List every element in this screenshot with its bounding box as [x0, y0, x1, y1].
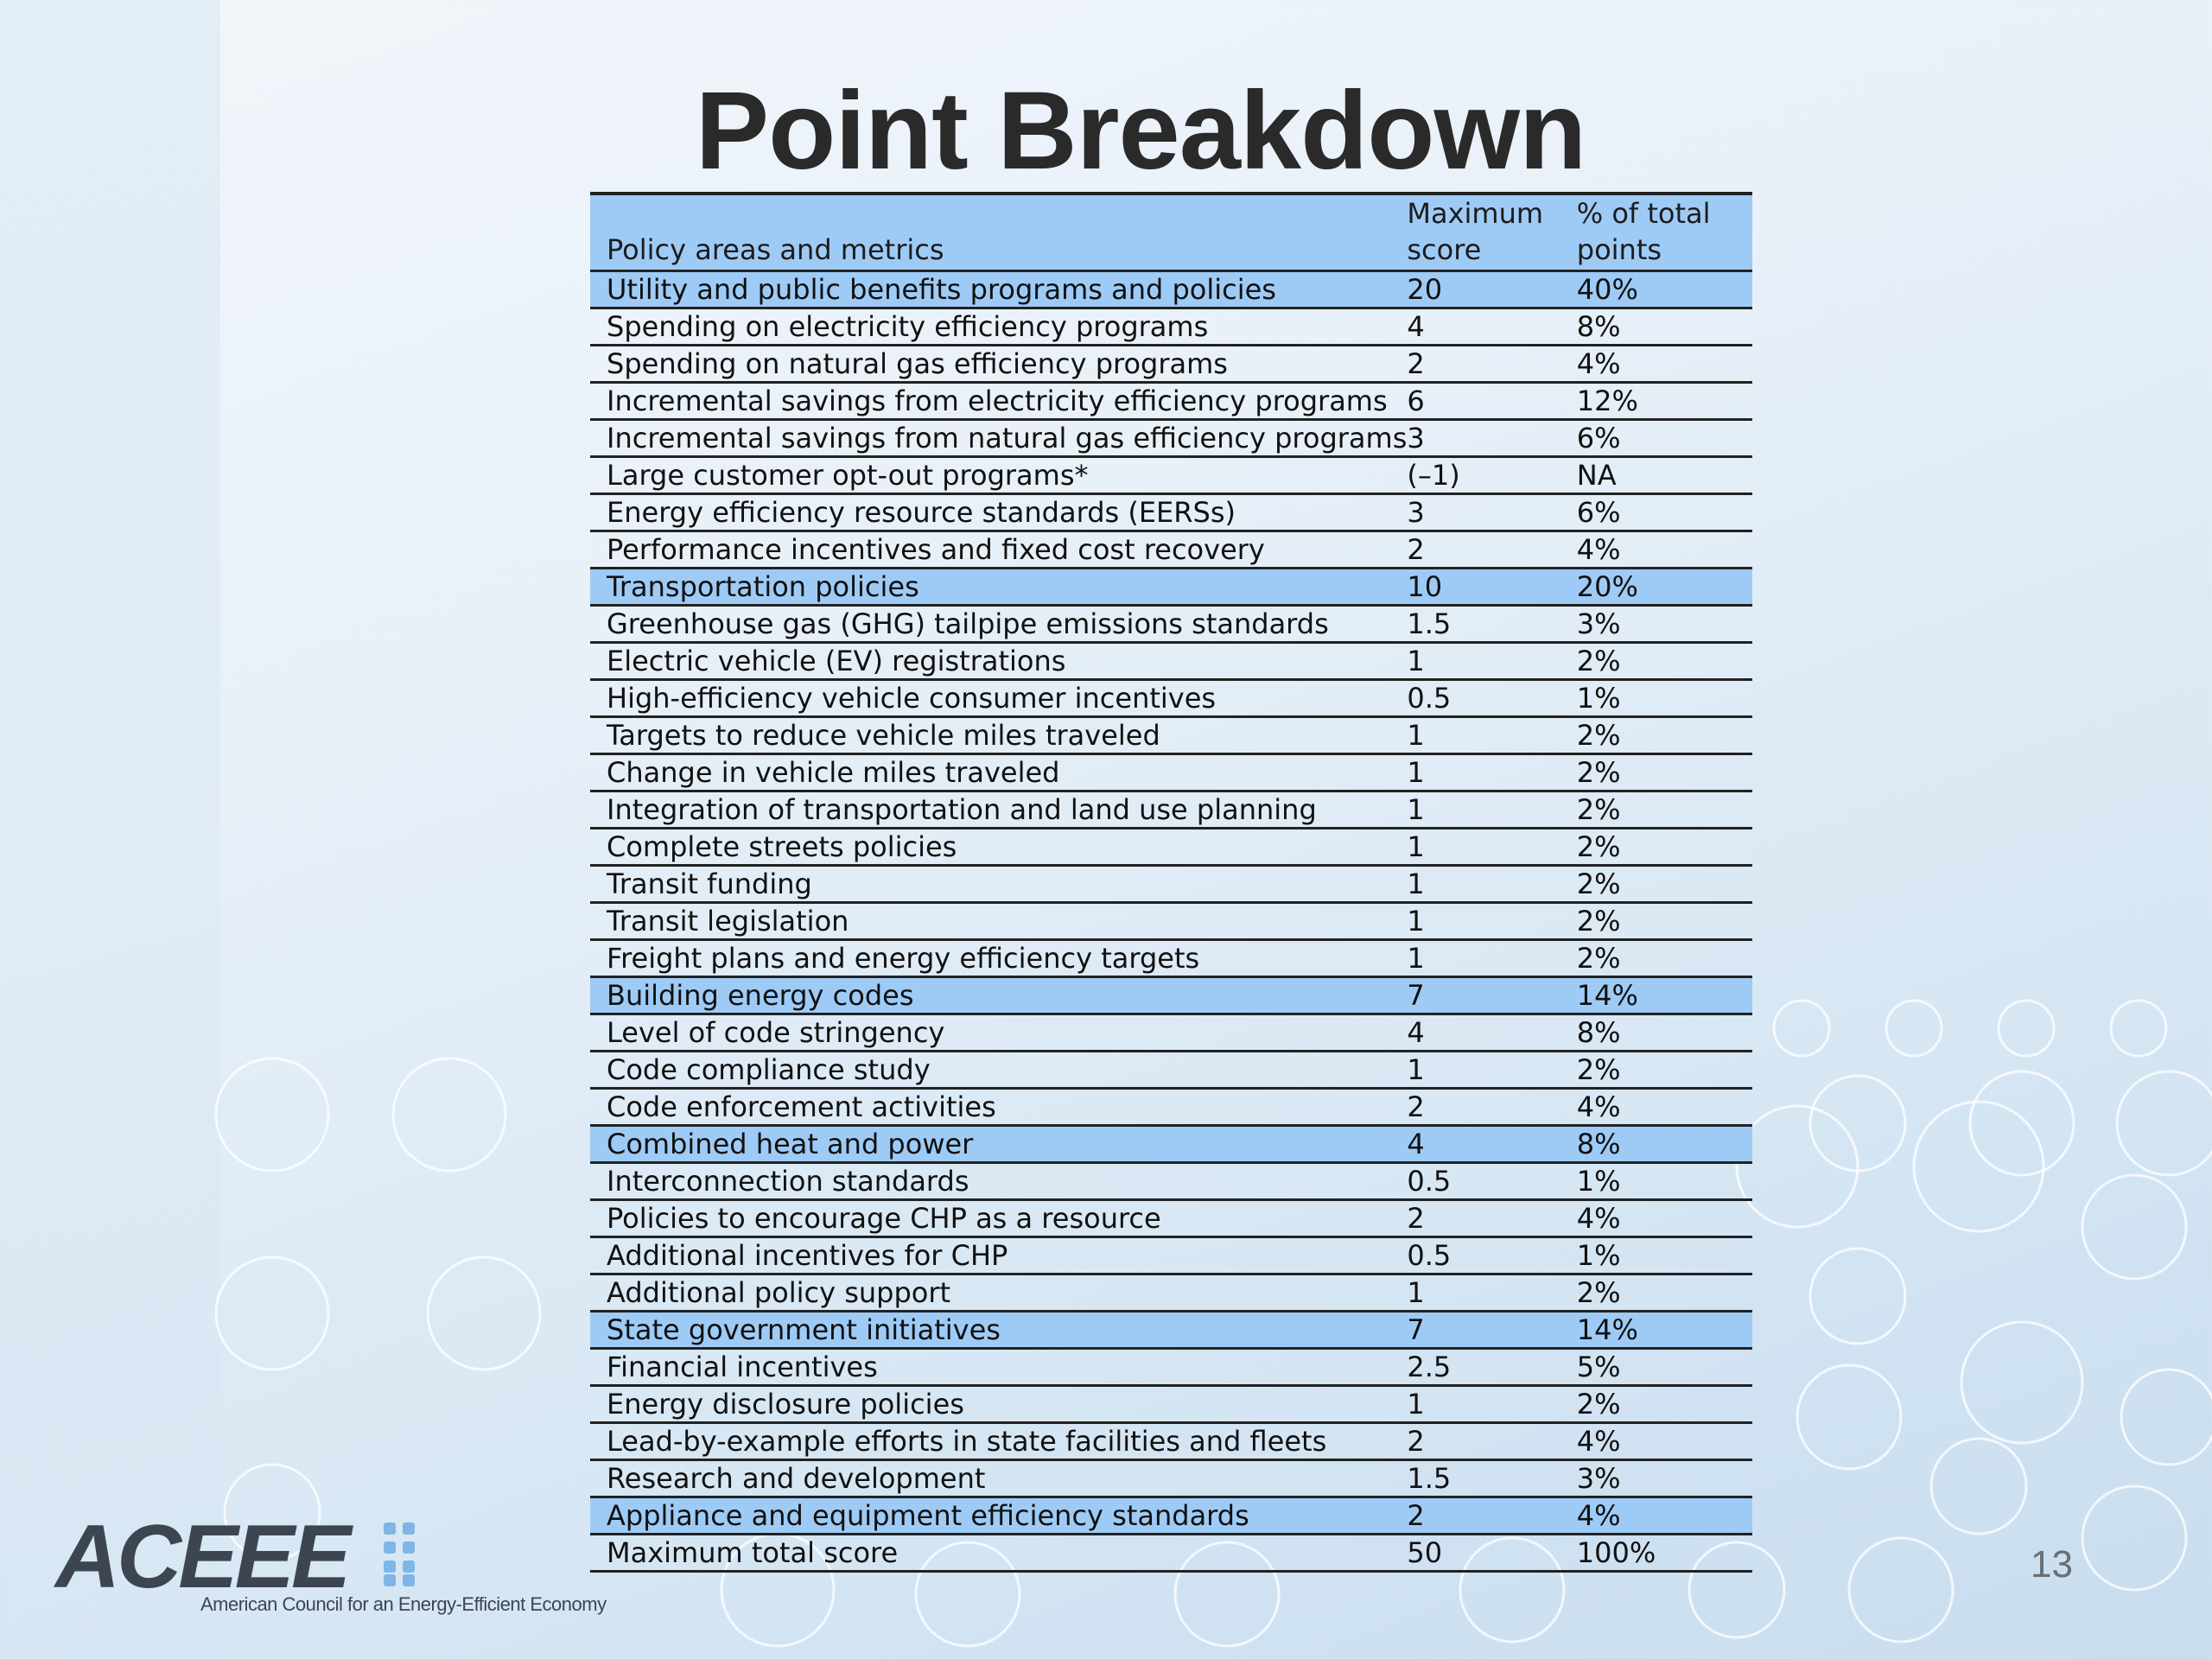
row-percent: 4% — [1577, 1200, 1752, 1237]
row-label: Maximum total score — [590, 1535, 1407, 1572]
table-row — [590, 383, 1752, 420]
row-max-score: 2 — [1407, 1200, 1576, 1237]
table-row — [590, 346, 1752, 383]
table-body — [590, 271, 1752, 1572]
row-label: Code compliance study — [590, 1052, 1407, 1089]
table-category-row — [590, 1497, 1752, 1535]
table-row — [590, 308, 1752, 346]
row-percent: 2% — [1577, 1274, 1752, 1312]
row-percent: 2% — [1577, 940, 1752, 977]
row-label: Spending on natural gas efficiency programs — [590, 346, 1407, 383]
row-percent: 8% — [1577, 1126, 1752, 1163]
row-label: Additional incentives for CHP — [590, 1237, 1407, 1274]
row-percent: 4% — [1577, 1423, 1752, 1460]
row-label: Integration of transportation and land use planning — [590, 791, 1407, 829]
row-percent: 5% — [1577, 1349, 1752, 1386]
row-label: Transit legislation — [590, 903, 1407, 940]
logo-dots-icon — [382, 1521, 429, 1590]
row-max-score: 2 — [1407, 1497, 1576, 1535]
row-max-score: 2 — [1407, 1423, 1576, 1460]
table-category-row — [590, 977, 1752, 1014]
row-max-score: 1 — [1407, 643, 1576, 680]
header-maximum-score: Maximum score — [1407, 194, 1576, 271]
row-max-score: 6 — [1407, 383, 1576, 420]
table-row — [590, 531, 1752, 569]
row-max-score: 7 — [1407, 1312, 1576, 1349]
table-row — [590, 1163, 1752, 1200]
row-label: Level of code stringency — [590, 1014, 1407, 1052]
table-row — [590, 1423, 1752, 1460]
row-percent: 1% — [1577, 1237, 1752, 1274]
row-percent: 2% — [1577, 866, 1752, 903]
row-label: Policies to encourage CHP as a resource — [590, 1200, 1407, 1237]
row-label: Interconnection standards — [590, 1163, 1407, 1200]
row-label: Spending on electricity efficiency programs — [590, 308, 1407, 346]
row-percent: 20% — [1577, 569, 1752, 606]
row-percent: 6% — [1577, 494, 1752, 531]
table-category-row — [590, 1312, 1752, 1349]
row-max-score: (–1) — [1407, 457, 1576, 494]
row-max-score: 1.5 — [1407, 606, 1576, 643]
row-label: Large customer opt-out programs* — [590, 457, 1407, 494]
row-label: Utility and public benefits programs and policies — [590, 271, 1407, 308]
table-row — [590, 494, 1752, 531]
table-row — [590, 1274, 1752, 1312]
row-max-score: 1 — [1407, 940, 1576, 977]
row-label: Financial incentives — [590, 1349, 1407, 1386]
row-label: Appliance and equipment efficiency standards — [590, 1497, 1407, 1535]
row-max-score: 0.5 — [1407, 1163, 1576, 1200]
row-percent: 4% — [1577, 346, 1752, 383]
table-row — [590, 1014, 1752, 1052]
row-max-score: 1 — [1407, 829, 1576, 866]
table-row — [590, 606, 1752, 643]
table-row — [590, 829, 1752, 866]
row-max-score: 3 — [1407, 420, 1576, 457]
row-percent: 2% — [1577, 791, 1752, 829]
row-max-score: 2 — [1407, 531, 1576, 569]
row-max-score: 50 — [1407, 1535, 1576, 1572]
row-percent: 2% — [1577, 829, 1752, 866]
row-label: Energy efficiency resource standards (EERSs) — [590, 494, 1407, 531]
row-label: Change in vehicle miles traveled — [590, 754, 1407, 791]
row-percent: NA — [1577, 457, 1752, 494]
row-percent: 2% — [1577, 754, 1752, 791]
row-percent: 4% — [1577, 1089, 1752, 1126]
table-row — [590, 1200, 1752, 1237]
row-label: Combined heat and power — [590, 1126, 1407, 1163]
aceee-logo — [55, 1507, 607, 1624]
row-max-score: 2 — [1407, 1089, 1576, 1126]
row-max-score: 3 — [1407, 494, 1576, 531]
row-percent: 4% — [1577, 531, 1752, 569]
header-percent-of-total: % of total points — [1577, 194, 1752, 271]
row-percent: 14% — [1577, 977, 1752, 1014]
row-label: Complete streets policies — [590, 829, 1407, 866]
logo-wordmark: ACEEE — [55, 1507, 348, 1607]
slide-title: Point Breakdown — [695, 69, 1586, 193]
row-max-score: 20 — [1407, 271, 1576, 308]
row-percent: 1% — [1577, 680, 1752, 717]
row-label: Building energy codes — [590, 977, 1407, 1014]
row-label: Incremental savings from natural gas efficiency programs — [590, 420, 1407, 457]
row-percent: 100% — [1577, 1535, 1752, 1572]
row-max-score: 1 — [1407, 791, 1576, 829]
row-percent: 8% — [1577, 1014, 1752, 1052]
row-label: Additional policy support — [590, 1274, 1407, 1312]
row-percent: 2% — [1577, 1386, 1752, 1423]
table-row — [590, 643, 1752, 680]
row-max-score: 0.5 — [1407, 1237, 1576, 1274]
row-percent: 2% — [1577, 643, 1752, 680]
row-max-score: 2.5 — [1407, 1349, 1576, 1386]
table-row — [590, 903, 1752, 940]
row-max-score: 1 — [1407, 1052, 1576, 1089]
table-row — [590, 420, 1752, 457]
logo-tagline: American Council for an Energy-Efficient Economy — [200, 1593, 607, 1615]
row-max-score: 4 — [1407, 1126, 1576, 1163]
row-percent: 2% — [1577, 903, 1752, 940]
header-policy-areas: Policy areas and metrics — [590, 194, 1407, 271]
table-row — [590, 680, 1752, 717]
row-max-score: 1 — [1407, 1274, 1576, 1312]
table-row — [590, 1460, 1752, 1497]
row-max-score: 0.5 — [1407, 680, 1576, 717]
table-row — [590, 1349, 1752, 1386]
table-row — [590, 791, 1752, 829]
row-label: Transportation policies — [590, 569, 1407, 606]
row-label: State government initiatives — [590, 1312, 1407, 1349]
table-row — [590, 1089, 1752, 1126]
table-row — [590, 866, 1752, 903]
row-label: High-efficiency vehicle consumer incentives — [590, 680, 1407, 717]
row-max-score: 7 — [1407, 977, 1576, 1014]
row-label: Greenhouse gas (GHG) tailpipe emissions standards — [590, 606, 1407, 643]
row-percent: 2% — [1577, 717, 1752, 754]
row-label: Code enforcement activities — [590, 1089, 1407, 1126]
row-max-score: 4 — [1407, 308, 1576, 346]
row-percent: 2% — [1577, 1052, 1752, 1089]
row-max-score: 1 — [1407, 1386, 1576, 1423]
row-label: Incremental savings from electricity efficiency programs — [590, 383, 1407, 420]
table-row — [590, 1237, 1752, 1274]
table-row — [590, 754, 1752, 791]
row-label: Targets to reduce vehicle miles traveled — [590, 717, 1407, 754]
row-percent: 6% — [1577, 420, 1752, 457]
table-row — [590, 1052, 1752, 1089]
row-percent: 8% — [1577, 308, 1752, 346]
row-label: Electric vehicle (EV) registrations — [590, 643, 1407, 680]
table-category-row — [590, 271, 1752, 308]
table-row — [590, 1535, 1752, 1572]
row-label: Freight plans and energy efficiency targets — [590, 940, 1407, 977]
row-max-score: 1 — [1407, 717, 1576, 754]
table-category-row — [590, 569, 1752, 606]
point-breakdown-table — [590, 192, 1752, 1573]
table-row — [590, 940, 1752, 977]
row-max-score: 1 — [1407, 754, 1576, 791]
row-percent: 3% — [1577, 606, 1752, 643]
row-percent: 3% — [1577, 1460, 1752, 1497]
row-percent: 1% — [1577, 1163, 1752, 1200]
table-row — [590, 457, 1752, 494]
table-category-row — [590, 1126, 1752, 1163]
row-percent: 12% — [1577, 383, 1752, 420]
row-max-score: 2 — [1407, 346, 1576, 383]
row-percent: 40% — [1577, 271, 1752, 308]
row-label: Lead-by-example efforts in state facilities and fleets — [590, 1423, 1407, 1460]
row-percent: 14% — [1577, 1312, 1752, 1349]
page-number: 13 — [2031, 1543, 2073, 1586]
table-row — [590, 717, 1752, 754]
table-header-row — [590, 194, 1752, 271]
row-label: Transit funding — [590, 866, 1407, 903]
row-label: Performance incentives and fixed cost recovery — [590, 531, 1407, 569]
row-max-score: 4 — [1407, 1014, 1576, 1052]
row-label: Research and development — [590, 1460, 1407, 1497]
row-max-score: 1 — [1407, 903, 1576, 940]
row-max-score: 1 — [1407, 866, 1576, 903]
row-max-score: 10 — [1407, 569, 1576, 606]
table-row — [590, 1386, 1752, 1423]
row-percent: 4% — [1577, 1497, 1752, 1535]
row-max-score: 1.5 — [1407, 1460, 1576, 1497]
row-label: Energy disclosure policies — [590, 1386, 1407, 1423]
